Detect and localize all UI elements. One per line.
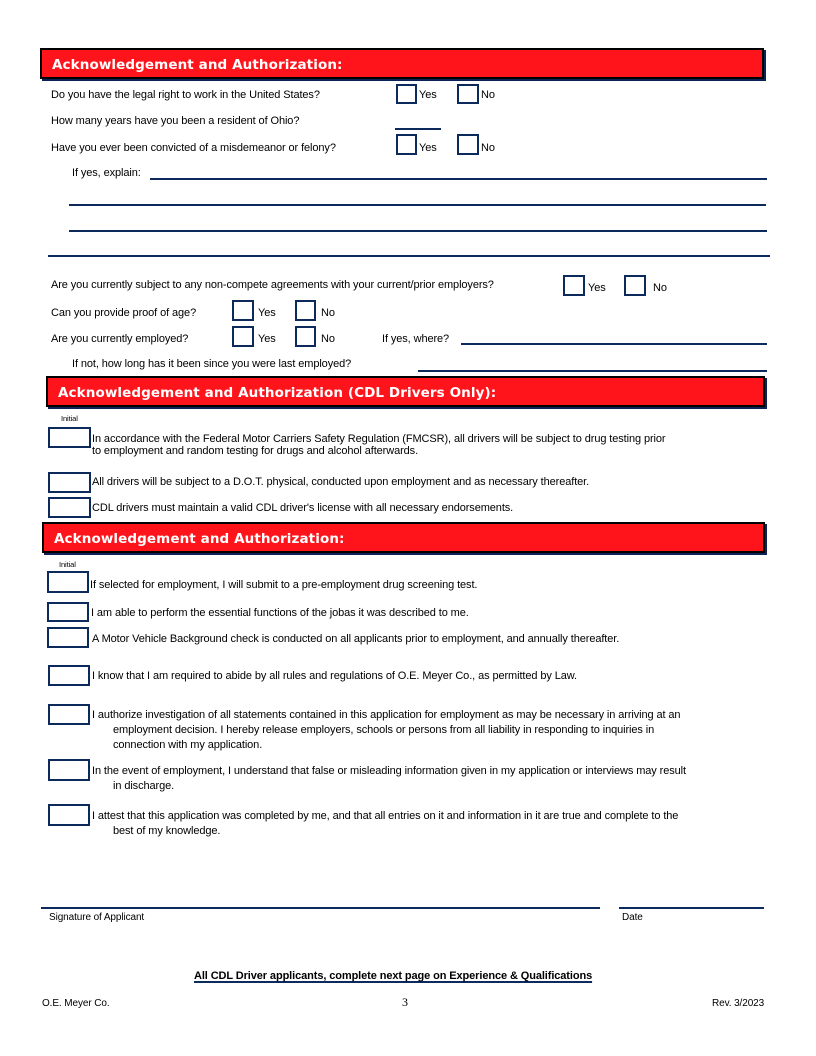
employed-yes-checkbox[interactable] bbox=[232, 326, 254, 347]
initial-label: Initial bbox=[61, 414, 78, 423]
cdl-notice: All CDL Driver applicants, complete next page on Experience & Qualifications bbox=[194, 970, 593, 982]
if-yes-where-label: If yes, where? bbox=[382, 333, 450, 345]
footer-company: O.E. Meyer Co. bbox=[42, 998, 110, 1009]
explain-field-line-2[interactable] bbox=[69, 204, 766, 206]
no-label: No bbox=[481, 89, 495, 101]
signature-label: Signature of Applicant bbox=[49, 912, 145, 923]
initial-box-fmcsr[interactable] bbox=[48, 427, 91, 448]
noncompete-no-checkbox[interactable] bbox=[624, 275, 646, 296]
section-header-cdl-drivers bbox=[46, 376, 765, 407]
page-number: 3 bbox=[402, 995, 408, 1009]
question-employed: Are you currently employed? bbox=[51, 333, 189, 345]
initial-box-false-info[interactable] bbox=[48, 759, 90, 781]
signature-field[interactable] bbox=[41, 907, 600, 909]
question-proof-age: Can you provide proof of age? bbox=[51, 307, 197, 319]
ack-rules: I know that I am required to abide by all rules and regulations of O.E. Meyer Co., as permitted by Law. bbox=[92, 670, 577, 682]
no-label: No bbox=[481, 142, 495, 154]
initial-box-cdl-license[interactable] bbox=[48, 497, 91, 518]
ack-false-info-line2: in discharge. bbox=[113, 780, 175, 792]
section-title: Acknowledgement and Authorization (CDL Drivers Only): bbox=[58, 385, 497, 401]
initial-box-drug-screening[interactable] bbox=[47, 571, 89, 593]
employer-where-field[interactable] bbox=[461, 343, 767, 345]
yes-label: Yes bbox=[258, 333, 276, 345]
proof-age-yes-checkbox[interactable] bbox=[232, 300, 254, 321]
initial-label: Initial bbox=[59, 560, 76, 569]
ack-investigation-line3: connection with my application. bbox=[113, 739, 263, 751]
initial-box-rules[interactable] bbox=[48, 665, 90, 686]
question-legal-right: Do you have the legal right to work in the United States? bbox=[51, 89, 320, 101]
legal-right-yes-checkbox[interactable] bbox=[396, 84, 417, 104]
section-header-acknowledgement-2 bbox=[42, 522, 765, 553]
no-label: No bbox=[321, 333, 335, 345]
section-title: Acknowledgement and Authorization: bbox=[52, 57, 343, 73]
ack-investigation-line2: employment decision. I hereby release employers, schools or persons from all liability in responding to inquiries in bbox=[113, 724, 655, 736]
section-divider bbox=[48, 255, 770, 257]
ack-attest-line2: best of my knowledge. bbox=[113, 825, 221, 837]
proof-age-no-checkbox[interactable] bbox=[295, 300, 316, 321]
initial-box-investigation[interactable] bbox=[48, 704, 90, 725]
explain-field-line-1[interactable] bbox=[150, 178, 767, 180]
convicted-yes-checkbox[interactable] bbox=[396, 134, 417, 155]
yes-label: Yes bbox=[588, 282, 606, 294]
ack-fmcsr-line1: In accordance with the Federal Motor Carriers Safety Regulation (FMCSR), all drivers will be subject to drug testing prior bbox=[92, 433, 666, 445]
question-resident-years: How many years have you been a resident of Ohio? bbox=[51, 115, 300, 127]
last-employed-field[interactable] bbox=[418, 370, 767, 372]
ack-mvr-check: A Motor Vehicle Background check is conducted on all applicants prior to employment, and annually thereafter. bbox=[92, 633, 620, 645]
ack-essential-functions: I am able to perform the essential functions of the jobas it was described to me. bbox=[91, 607, 469, 619]
legal-right-no-checkbox[interactable] bbox=[457, 84, 479, 104]
initial-box-mvr-check[interactable] bbox=[47, 627, 89, 648]
initial-box-attest[interactable] bbox=[48, 804, 90, 826]
yes-label: Yes bbox=[419, 89, 437, 101]
no-label: No bbox=[321, 307, 335, 319]
resident-years-field[interactable] bbox=[395, 128, 441, 130]
ack-attest-line1: I attest that this application was completed by me, and that all entries on it and information in it are true and complete to the bbox=[92, 810, 679, 822]
yes-label: Yes bbox=[419, 142, 437, 154]
date-label: Date bbox=[622, 912, 643, 923]
ack-investigation-line1: I authorize investigation of all statements contained in this application for employment as may be necessary in arriving at an bbox=[92, 709, 681, 721]
yes-label: Yes bbox=[258, 307, 276, 319]
explain-label: If yes, explain: bbox=[72, 167, 141, 179]
section-title: Acknowledgement and Authorization: bbox=[54, 531, 345, 547]
employed-no-checkbox[interactable] bbox=[295, 326, 316, 347]
ack-fmcsr-line2: to employment and random testing for drugs and alcohol afterwards. bbox=[92, 445, 419, 457]
section-header-acknowledgement bbox=[40, 48, 764, 79]
ack-drug-screening: If selected for employment, I will submit to a pre-employment drug screening test. bbox=[90, 579, 478, 591]
date-field[interactable] bbox=[619, 907, 764, 909]
question-last-employed: If not, how long has it been since you were last employed? bbox=[72, 358, 352, 370]
initial-box-dot-physical[interactable] bbox=[48, 472, 91, 493]
footer-revision: Rev. 3/2023 bbox=[712, 998, 765, 1009]
ack-cdl-license: CDL drivers must maintain a valid CDL driver's license with all necessary endorsements. bbox=[92, 502, 514, 514]
explain-field-line-3[interactable] bbox=[69, 230, 767, 232]
no-label: No bbox=[653, 282, 667, 294]
initial-box-essential-functions[interactable] bbox=[47, 602, 89, 622]
ack-dot-physical: All drivers will be subject to a D.O.T. physical, conducted upon employment and as necessary thereafter. bbox=[92, 476, 590, 488]
question-noncompete: Are you currently subject to any non-compete agreements with your current/prior employers? bbox=[51, 279, 494, 291]
question-convicted: Have you ever been convicted of a misdemeanor or felony? bbox=[51, 142, 336, 154]
ack-false-info-line1: In the event of employment, I understand that false or misleading information given in my application or interviews may result bbox=[92, 765, 686, 777]
noncompete-yes-checkbox[interactable] bbox=[563, 275, 585, 296]
convicted-no-checkbox[interactable] bbox=[457, 134, 479, 155]
